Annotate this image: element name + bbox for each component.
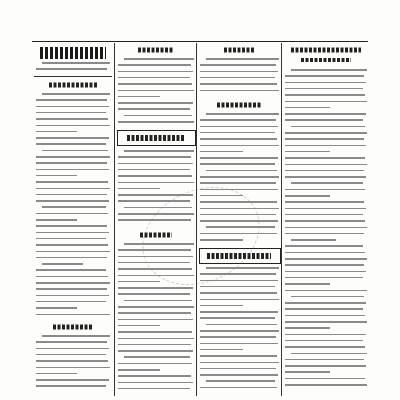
- left-body-lower: [36, 333, 110, 393]
- text-line: [36, 307, 77, 309]
- text-line: [200, 286, 275, 288]
- text-line: [200, 305, 243, 307]
- text-line: [118, 71, 193, 73]
- text-line: [285, 271, 366, 273]
- text-line: [36, 225, 107, 227]
- text-line: [36, 143, 106, 145]
- text-line: [200, 330, 279, 332]
- text-lines: [285, 67, 367, 393]
- text-line: [118, 363, 192, 365]
- text-line: [36, 137, 109, 139]
- text-line: [200, 77, 275, 79]
- text-line: [36, 106, 109, 108]
- text-line: [285, 308, 363, 310]
- text-line: [118, 306, 194, 308]
- text-line: [36, 181, 108, 183]
- text-line: [285, 315, 365, 317]
- text-line: [200, 311, 278, 313]
- text-line: [118, 331, 192, 333]
- text-line: [36, 276, 108, 278]
- text-line: [285, 151, 330, 153]
- left-body: [36, 91, 110, 321]
- text-line: [118, 293, 190, 295]
- text-line: [200, 138, 277, 140]
- text-line: [200, 132, 275, 134]
- text-line: [42, 206, 106, 208]
- text-line: [118, 121, 194, 123]
- text-line: [285, 346, 365, 348]
- text-line: [118, 369, 160, 371]
- text-line: [200, 64, 276, 66]
- text-line: [36, 348, 109, 350]
- text-line: [36, 354, 106, 356]
- text-line: [285, 258, 367, 260]
- text-line: [124, 300, 192, 302]
- text-line: [118, 344, 191, 346]
- text-line: [118, 188, 160, 190]
- headline-glyphs: [53, 324, 93, 329]
- text-line: [285, 277, 363, 279]
- text-line: [285, 334, 366, 336]
- text-line: [118, 108, 190, 110]
- text-line: [36, 118, 108, 120]
- text-line: [36, 360, 108, 362]
- text-line: [285, 321, 367, 323]
- center-right-heading-2: [199, 100, 279, 109]
- text-line: [200, 163, 275, 165]
- text-line: [36, 385, 106, 387]
- headline-glyphs: [224, 47, 254, 52]
- column-rule: [281, 43, 282, 396]
- text-line: [42, 62, 110, 64]
- text-lines: [118, 56, 194, 128]
- text-line: [200, 90, 279, 92]
- text-line: [200, 374, 278, 376]
- text-line: [200, 126, 278, 128]
- text-line: [36, 169, 109, 171]
- text-line: [285, 340, 363, 342]
- text-line: [285, 327, 330, 329]
- text-lines: [200, 56, 279, 98]
- text-line: [36, 269, 106, 271]
- text-line: [36, 244, 108, 246]
- text-line: [118, 102, 193, 104]
- headline-glyphs: [49, 82, 97, 87]
- text-line: [118, 182, 194, 184]
- text-line: [36, 68, 107, 70]
- text-line: [200, 299, 279, 301]
- right-body: [285, 67, 367, 393]
- text-line: [291, 353, 367, 355]
- header-year: [324, 32, 366, 40]
- text-line: [42, 335, 110, 337]
- text-line: [118, 382, 193, 384]
- text-line: [118, 169, 190, 171]
- text-line: [118, 175, 192, 177]
- text-line: [285, 157, 365, 159]
- text-line: [42, 263, 83, 265]
- text-line: [285, 170, 364, 172]
- text-line: [200, 145, 279, 147]
- text-line: [36, 232, 109, 234]
- text-line: [285, 302, 366, 304]
- text-line: [200, 71, 278, 73]
- header-place: [184, 32, 214, 40]
- text-line: [124, 58, 194, 60]
- text-line: [285, 245, 363, 247]
- text-line: [36, 295, 109, 297]
- text-line: [200, 355, 277, 357]
- text-line: [291, 296, 364, 298]
- text-line: [118, 90, 194, 92]
- text-line: [36, 99, 107, 101]
- headline-glyphs: [301, 58, 351, 62]
- text-line: [200, 83, 277, 85]
- text-line: [118, 64, 191, 66]
- text-line: [118, 319, 193, 321]
- text-line: [118, 388, 190, 390]
- text-line: [118, 287, 193, 289]
- headline-glyphs: [217, 102, 261, 107]
- text-line: [285, 138, 364, 140]
- text-line: [285, 384, 367, 386]
- text-line: [285, 365, 366, 367]
- text-line: [285, 233, 364, 235]
- text-line: [36, 112, 106, 114]
- headline-glyphs: [127, 135, 185, 141]
- left-heading-2: [36, 322, 110, 331]
- right-heading-1: [284, 45, 368, 54]
- text-line: [285, 164, 367, 166]
- right-heading-2: [284, 56, 368, 64]
- text-line: [285, 75, 364, 77]
- text-line: [291, 126, 365, 128]
- text-line: [200, 317, 275, 319]
- text-line: [118, 96, 160, 98]
- text-line: [285, 283, 330, 285]
- text-line: [118, 163, 193, 165]
- text-line: [36, 314, 110, 316]
- text-line: [200, 182, 276, 184]
- text-line: [36, 194, 107, 196]
- text-line: [285, 94, 365, 96]
- text-line: [285, 101, 367, 103]
- text-line: [200, 157, 278, 159]
- header-date: [284, 32, 324, 40]
- text-line: [285, 107, 330, 109]
- center-right-heading-1: [199, 45, 279, 54]
- text-line: [206, 380, 275, 382]
- text-line: [206, 113, 279, 115]
- text-line: [118, 156, 191, 158]
- text-line: [291, 239, 336, 241]
- text-lines: [36, 91, 110, 321]
- text-line: [206, 324, 277, 326]
- text-line: [118, 375, 191, 377]
- text-line: [42, 150, 108, 152]
- text-line: [200, 336, 276, 338]
- text-line: [200, 176, 279, 178]
- text-line: [118, 325, 160, 327]
- text-line: [118, 312, 191, 314]
- text-line: [200, 119, 276, 121]
- text-line: [291, 69, 367, 71]
- text-line: [285, 113, 366, 115]
- text-line: [200, 387, 277, 389]
- text-line: [285, 264, 364, 266]
- text-line: [285, 227, 367, 229]
- text-line: [285, 82, 366, 84]
- text-line: [285, 88, 363, 90]
- text-line: [200, 362, 279, 364]
- header-issue: [34, 32, 84, 40]
- text-line: [285, 252, 365, 254]
- text-line: [285, 145, 366, 147]
- text-line: [42, 93, 110, 95]
- headline-glyphs: [291, 47, 361, 52]
- text-line: [200, 151, 243, 153]
- text-line: [285, 189, 365, 191]
- text-line: [36, 131, 77, 133]
- text-line: [200, 292, 277, 294]
- text-line: [285, 378, 365, 380]
- text-line: [118, 338, 194, 340]
- text-line: [285, 290, 367, 292]
- text-line: [36, 188, 110, 190]
- text-line: [36, 200, 109, 202]
- text-line: [36, 219, 77, 221]
- left-heading-1: [36, 80, 110, 89]
- text-line: [285, 195, 330, 197]
- text-line: [36, 162, 107, 164]
- text-line: [36, 156, 110, 158]
- middle-body-top: [118, 56, 194, 128]
- text-line: [118, 281, 160, 283]
- text-line: [291, 182, 363, 184]
- text-line: [118, 77, 190, 79]
- text-line: [285, 371, 330, 373]
- text-line: [206, 170, 277, 172]
- text-line: [36, 125, 110, 127]
- text-line: [36, 282, 110, 284]
- text-line: [285, 132, 367, 134]
- text-line: [36, 288, 107, 290]
- text-line: [36, 367, 110, 369]
- headline-glyphs: [138, 47, 174, 52]
- text-line: [36, 257, 107, 259]
- text-line: [285, 214, 363, 216]
- center-right-body-lower: [200, 265, 279, 393]
- text-line: [36, 341, 107, 343]
- text-line: [36, 379, 109, 381]
- text-line: [36, 175, 77, 177]
- header-title: [120, 32, 180, 40]
- text-line: [36, 213, 108, 215]
- text-line: [118, 83, 192, 85]
- text-line: [285, 119, 363, 121]
- text-line: [285, 359, 364, 361]
- masthead-subline: [36, 60, 110, 74]
- middle-boxed-headline: [119, 132, 192, 143]
- text-line: [285, 220, 365, 222]
- text-line: [124, 356, 190, 358]
- column-rule: [114, 43, 115, 396]
- text-line: [200, 368, 276, 370]
- middle-heading-1: [117, 45, 194, 54]
- text-line: [124, 115, 192, 117]
- text-line: [118, 350, 193, 352]
- text-line: [36, 301, 106, 303]
- text-line: [206, 58, 279, 60]
- text-lines: [36, 60, 110, 74]
- text-line: [36, 238, 106, 240]
- text-line: [285, 208, 366, 210]
- text-line: [200, 349, 243, 351]
- text-line: [36, 373, 77, 375]
- center-right-body-top: [200, 56, 279, 98]
- text-line: [124, 150, 194, 152]
- text-line: [200, 343, 278, 345]
- text-line: [285, 201, 364, 203]
- text-line: [285, 176, 366, 178]
- text-lines: [36, 333, 110, 393]
- page-header: [32, 32, 368, 42]
- text-line: [36, 251, 110, 253]
- masthead-rule: [34, 76, 112, 77]
- text-lines: [200, 265, 279, 393]
